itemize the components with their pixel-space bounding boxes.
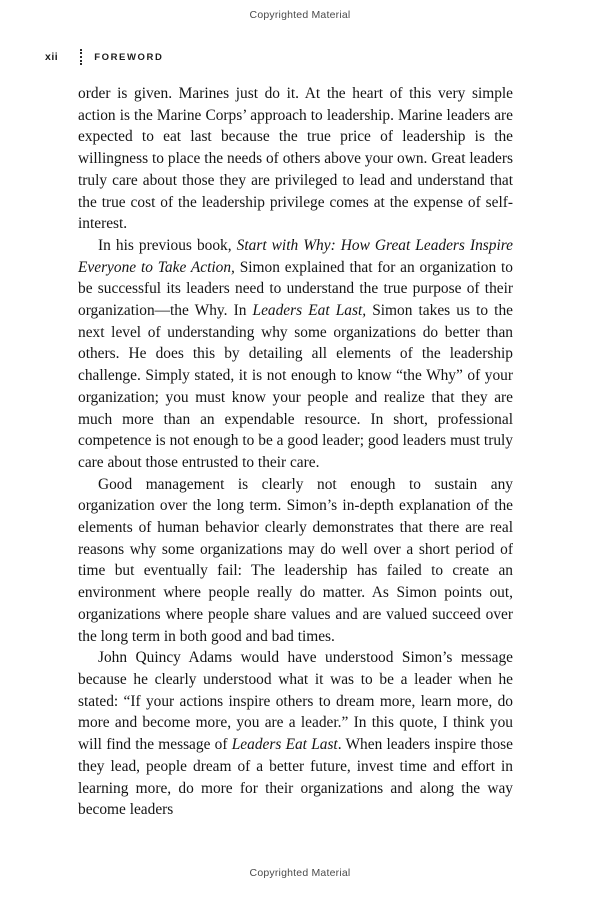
dotted-divider-icon — [80, 49, 82, 65]
section-title: FOREWORD — [94, 51, 164, 63]
text-run: Simon explained that for an organization to be successful its leaders need to understand the true purpose of their organization—the Why. In — [78, 258, 513, 320]
text-run: . When leaders inspire those they lead, people dream of a better future, invest time and effort in learning more, do more for their organizations and along the way become leaders — [78, 736, 513, 819]
text-run: John Quincy Adams would have understood Simon’s message because he clearly understood what it was to be a leader when he stated: “If your actions inspire others to dream more, learn more, do more and become more, you are a leader.” In this quote, I think you will find the message of — [78, 649, 513, 754]
italic-text-run: Leaders Eat Last, — [252, 302, 367, 320]
paragraph — [78, 235, 513, 474]
text-run: order is given. Marines just do it. At the heart of this very simple action is the Marine Corps’ approach to leadership. Marine leaders are expected to eat last because the true price of leadership is the willingness to place the needs of others above your own. Great leaders truly care about those they are privileged to lead and understand that the true cost of the leadership privilege comes at the expense of self-interest. — [78, 85, 513, 233]
copyright-notice-top: Copyrighted Material — [249, 9, 351, 21]
paragraph — [78, 474, 513, 648]
paragraph — [78, 83, 513, 235]
copyright-notice-bottom: Copyrighted Material — [249, 867, 351, 879]
body-text — [78, 83, 513, 821]
running-header — [45, 49, 163, 65]
text-run: Good management is clearly not enough to sustain any organization over the long term. Simon’s in-depth explanation of the elements of human behavior clearly demonstrates that there are real reasons why some organizations may do well over a short period of time but eventually fail: The leadership has failed to create an environment where people really do matter. As Simon points out, organizations where people share values and are valued succeed over the long term in both good and bad times. — [78, 475, 513, 645]
text-run: Simon takes us to the next level of understanding why some organizations do better than others. He does this by detailing all elements of the leadership challenge. Simply stated, it is not enough to know “the Why” of your organization; you must know your people and realize that they are much more than an expendable resource. In short, professional competence is not enough to be a good leader; good leaders must truly care about those entrusted to their care. — [78, 302, 513, 471]
paragraph — [78, 647, 513, 821]
page-number: xii — [45, 51, 59, 63]
text-run: In his previous book, — [98, 236, 237, 254]
italic-text-run: Start with Why: How Great Leaders Inspire Everyone to Take Action, — [78, 236, 513, 276]
italic-text-run: Leaders Eat Last — [231, 736, 338, 754]
